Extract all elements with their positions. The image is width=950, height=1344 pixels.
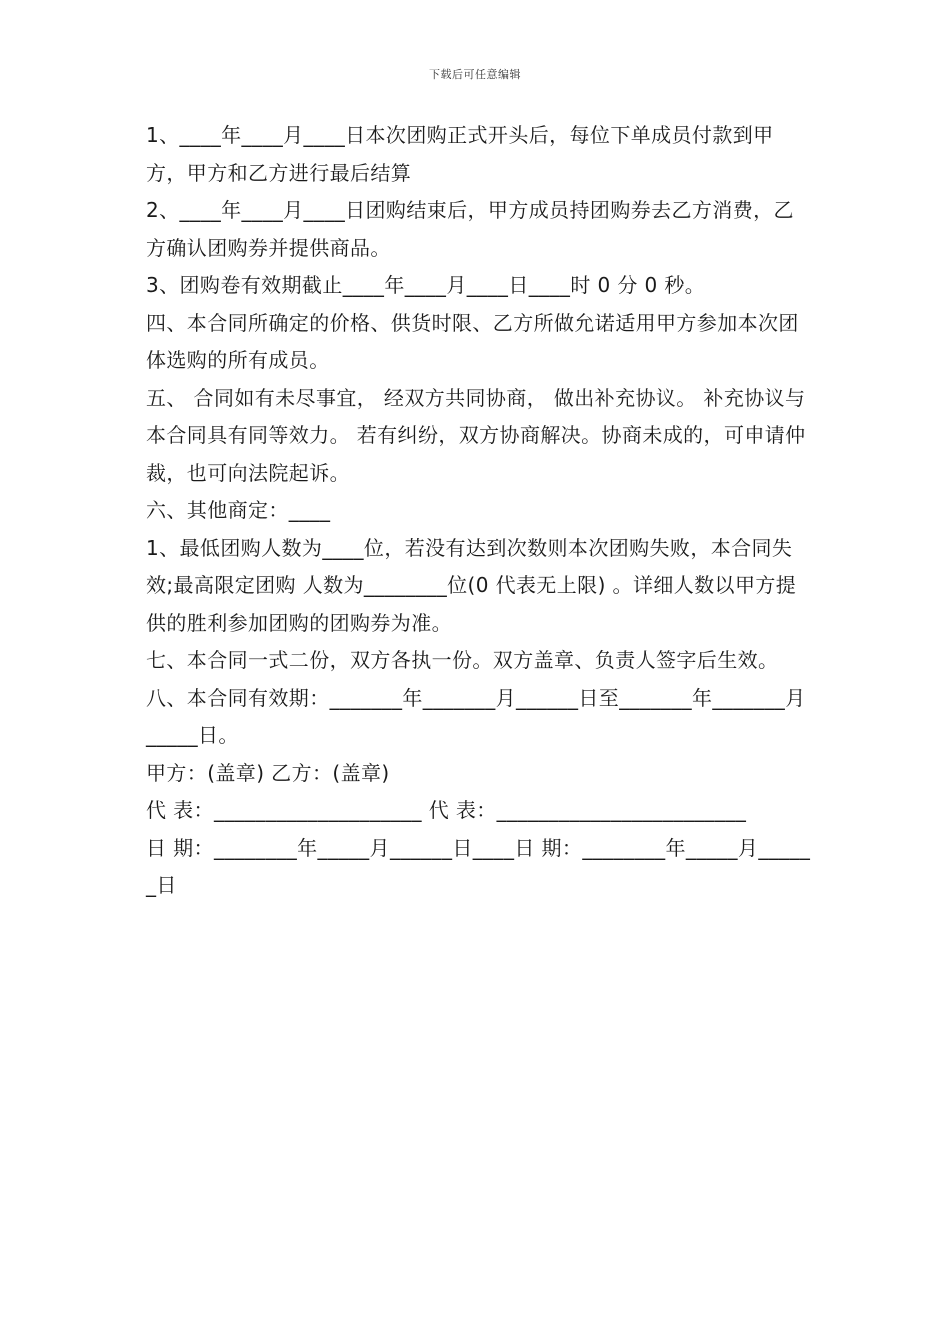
representatives-line: 代 表：____________________ 代 表：________________________ [146, 798, 747, 822]
clause-3-validity: 3、团购卷有效期截止____年____月____日____时 0 分 0 秒。 [146, 273, 706, 297]
article-5: 五、 合同如有未尽事宜， 经双方共同协商， 做出补充协议。 补充协议与本合同具有同等效力。 若有纠纷，双方协商解决。协商未成的，可申请仲裁，也可向法院起诉。 [146, 385, 806, 485]
article-8-validity-period: 八、本合同有效期：_______年_______月______日至_______年_______月_____日。 [146, 685, 806, 747]
party-seals: 甲方：(盖章) 乙方：(盖章) [146, 760, 390, 785]
document-body [146, 117, 812, 905]
clause-1-start-date: 1、____年____月____日本次团购正式开头后，每位下单成员付款到甲方，甲方和乙方进行最后结算 [146, 123, 774, 185]
signing-dates-line: 日 期：________年_____月______日____日 期：________年_____月______日 [146, 835, 811, 897]
clause-2-end-date: 2、____年____月____日团购结束后，甲方成员持团购券去乙方消费，乙方确认团购券并提供商品。 [146, 198, 794, 260]
article-6: 六、其他商定：____ [146, 498, 331, 522]
article-4: 四、本合同所确定的价格、供货时限、乙方所做允诺适用甲方参加本次团体选购的所有成员。 [146, 310, 799, 372]
article-7: 七、本合同一式二份，双方各执一份。双方盖章、负责人签字后生效。 [146, 648, 779, 672]
article-6-clause-1: 1、最低团购人数为____位，若没有达到次数则本次团购失败，本合同失效;最高限定团购 人数为________位(0 代表无上限) 。详细人数以甲方提供的胜利参加团购的团购券为准。 [146, 535, 797, 635]
header-note: 下载后可任意编辑 [429, 68, 521, 81]
